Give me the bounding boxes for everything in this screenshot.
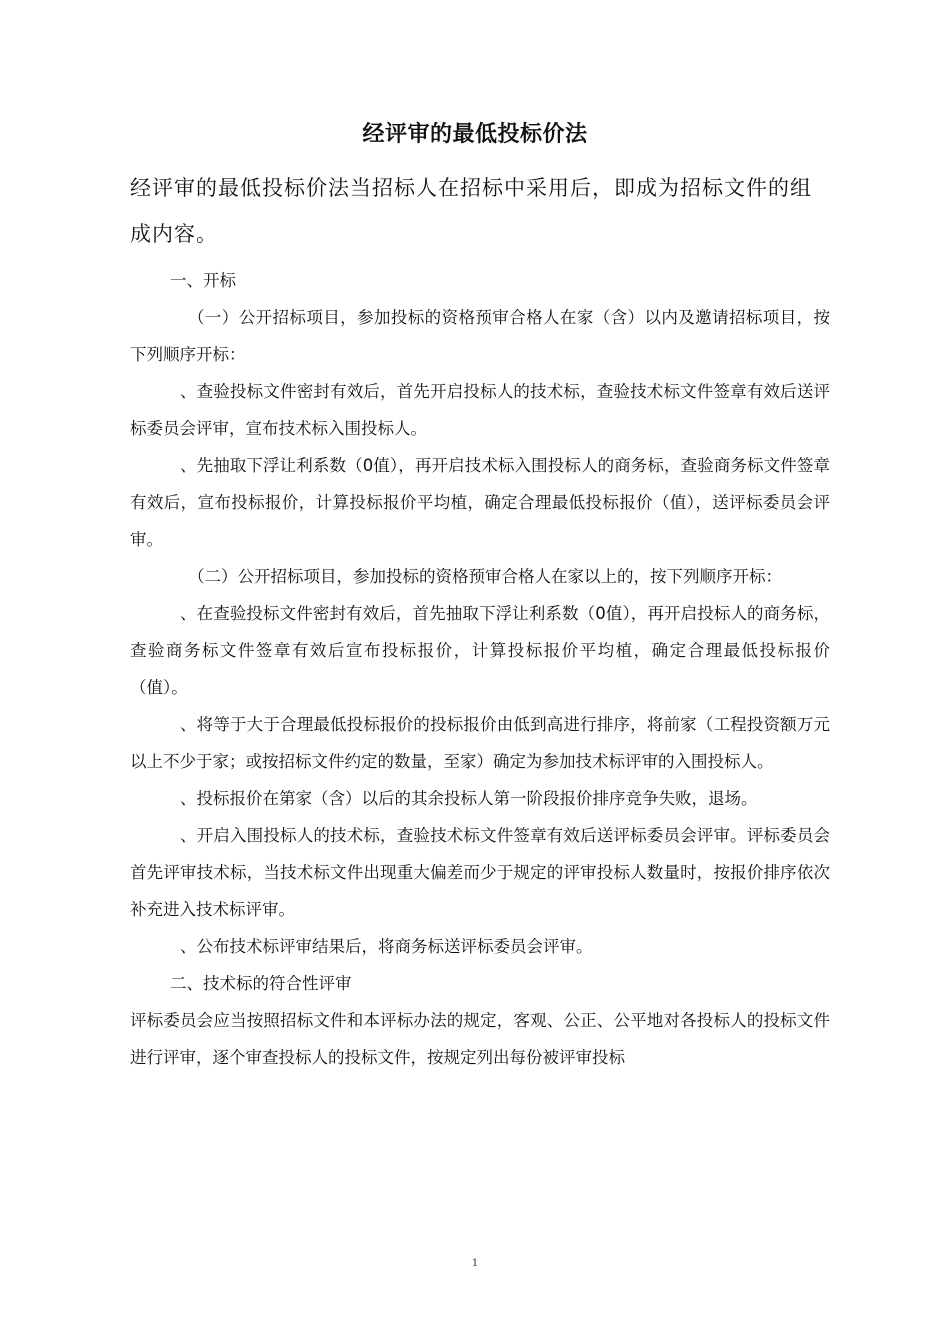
paragraph-item: 、公布技术标评审结果后，将商务标送评标委员会评审。 bbox=[180, 937, 593, 956]
paragraph-subsection-1: （一）公开招标项目，参加投标的资格预审合格人在家（含）以内及邀请招标项目，按下列顺序开标： bbox=[130, 308, 830, 364]
intro-paragraph: 经评审的最低投标价法当招标人在招标中采用后，即成为招标文件的组成内容。 bbox=[130, 176, 812, 246]
paragraph-item: 、在查验投标文件密封有效后，首先抽取下浮让利系数（0值），再开启投标人的商务标，查验商务标文件签章有效后宣布投标报价，计算投标报价平均植，确定合理最低投标报价（值）。 bbox=[130, 604, 830, 697]
section-heading-opening: 一、开标 bbox=[170, 271, 236, 290]
page-number: 1 bbox=[471, 1258, 479, 1269]
paragraph-item: 、将等于大于合理最低投标报价的投标报价由低到高进行排序，将前家（工程投资额万元以上不少于家；或按招标文件约定的数量，至家）确定为参加技术标评审的入围投标人。 bbox=[130, 715, 830, 771]
section-heading-technical-review: 二、技术标的符合性评审 bbox=[170, 974, 352, 993]
document-title: 经评审的最低投标价法 bbox=[362, 122, 588, 147]
paragraph-item: 、开启入围投标人的技术标，查验技术标文件签章有效后送评标委员会评审。评标委员会首先评审技术标，当技术标文件出现重大偏差而少于规定的评审投标人数量时，按报价排序依次补充进入技术标评审。 bbox=[130, 826, 830, 919]
document-body bbox=[130, 262, 830, 1076]
paragraph-review-rules: 评标委员会应当按照招标文件和本评标办法的规定，客观、公正、公平地对各投标人的投标文件进行评审，逐个审查投标人的投标文件，按规定列出每份被评审投标 bbox=[130, 1011, 830, 1067]
paragraph-item: 、先抽取下浮让利系数（0值），再开启技术标入围投标人的商务标，查验商务标文件签章有效后，宣布投标报价，计算投标报价平均植，确定合理最低投标报价（值），送评标委员会评审。 bbox=[130, 456, 830, 549]
paragraph-item: 、投标报价在第家（含）以后的其余投标人第一阶段报价排序竞争失败，退场。 bbox=[180, 789, 758, 808]
paragraph-item: 、查验投标文件密封有效后，首先开启投标人的技术标，查验技术标文件签章有效后送评标委员会评审，宣布技术标入围投标人。 bbox=[130, 382, 830, 438]
paragraph-subsection-2: （二）公开招标项目，参加投标的资格预审合格人在家以上的，按下列顺序开标： bbox=[188, 567, 782, 586]
